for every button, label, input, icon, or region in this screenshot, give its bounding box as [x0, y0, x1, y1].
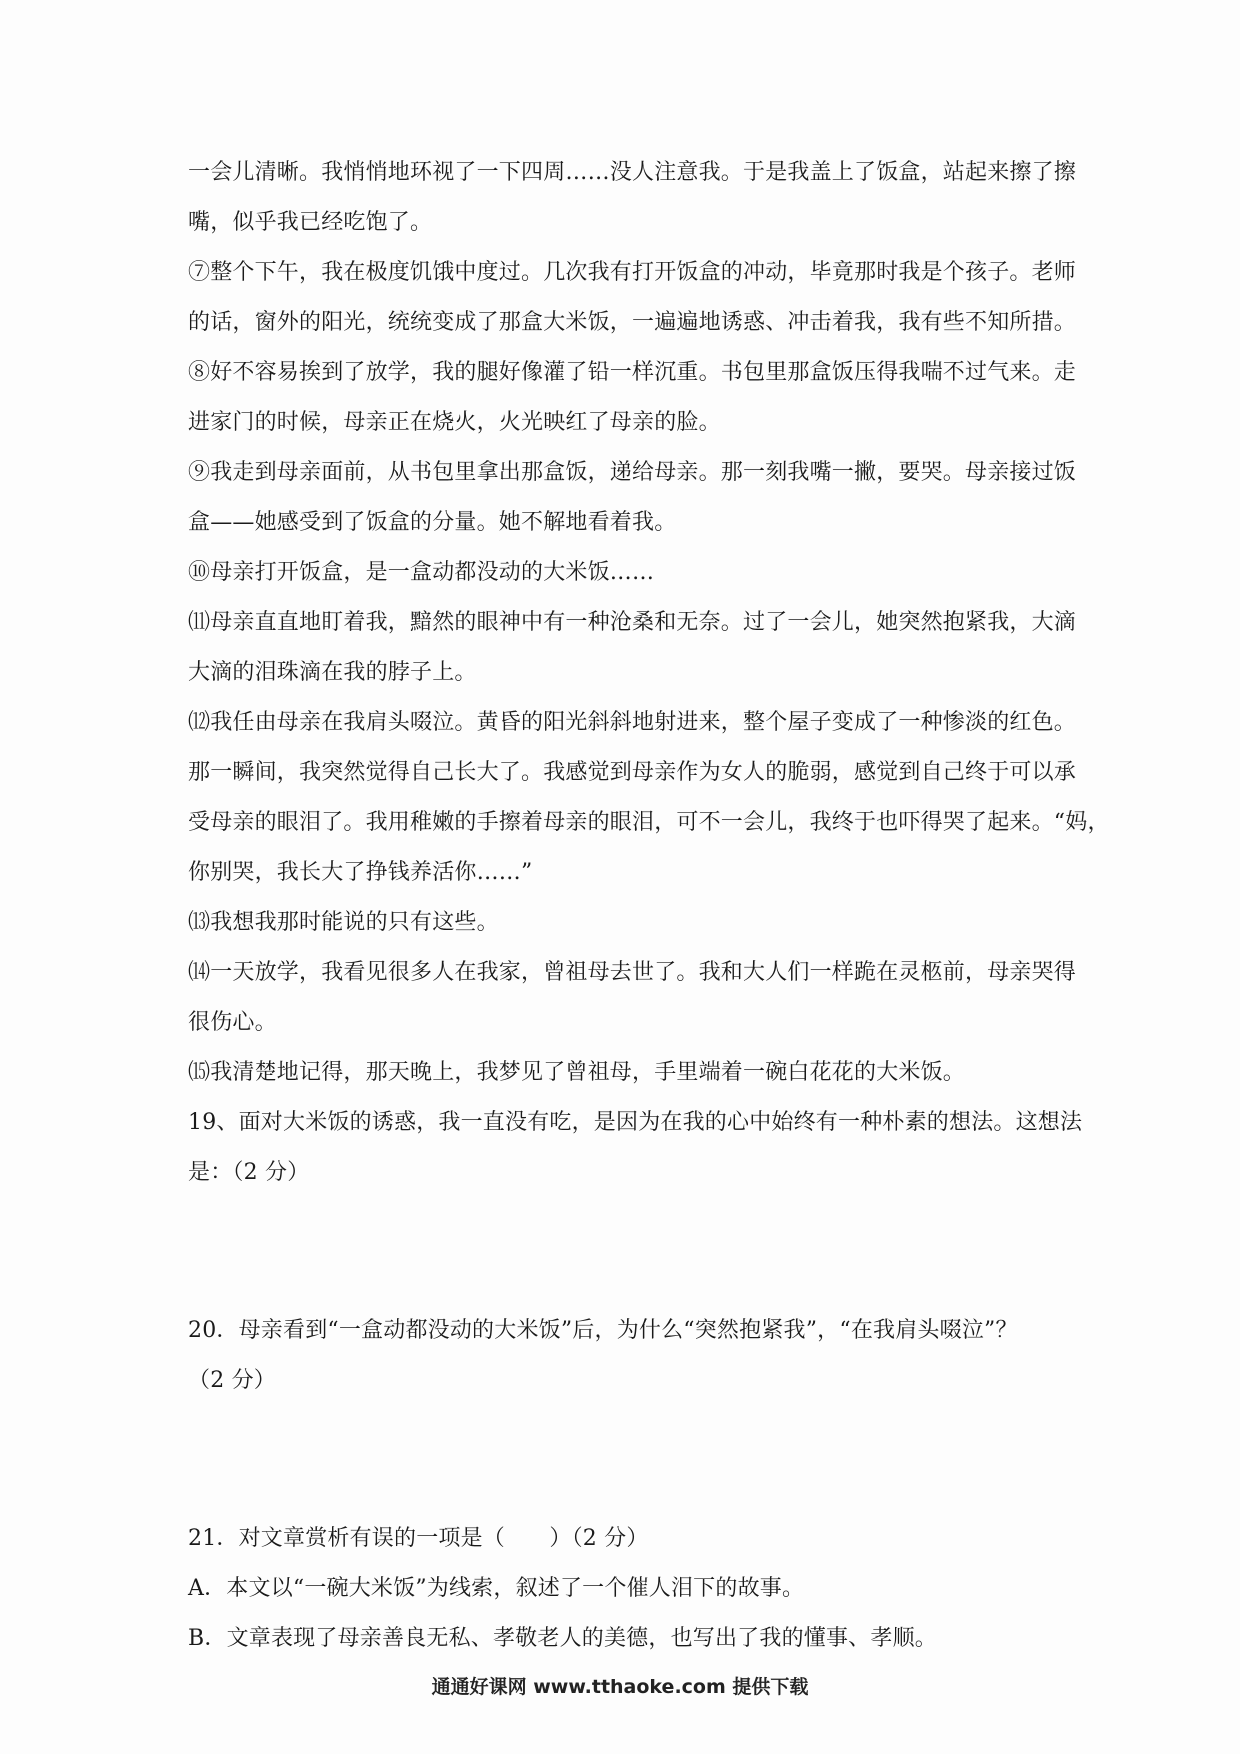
text-line: 很伤心。 — [188, 1010, 277, 1035]
answer-space-20 — [188, 1406, 1068, 1514]
text-line: 盒——她感受到了饭盒的分量。她不解地看着我。 — [188, 510, 677, 535]
article-body — [188, 148, 1110, 1664]
text-line: 大滴的泪珠滴在我的脖子上。 — [188, 660, 477, 685]
question-20: 20．母亲看到“一盒动都没动的大米饭”后，为什么“突然抱紧我”，“在我肩头啜泣”？ — [188, 1318, 1018, 1343]
paragraph-8: ⑧好不容易挨到了放学，我的腿好像灌了铅一样沉重。书包里那盒饭压得我喘不过气来。走 — [188, 360, 1077, 385]
paragraph-10: ⑩母亲打开饭盒，是一盒动都没动的大米饭…… — [188, 560, 655, 585]
answer-space-19 — [188, 1198, 1068, 1306]
paragraph-13: ⒀我想我那时能说的只有这些。 — [188, 910, 499, 935]
text-line: 的话，窗外的阳光，统统变成了那盒大米饭，一遍遍地诱惑、冲击着我，我有些不知所措。 — [188, 310, 1077, 335]
text-line: 一会儿清晰。我悄悄地环视了一下四周……没人注意我。于是我盖上了饭盒，站起来擦了擦 — [188, 160, 1077, 185]
question-21: 21．对文章赏析有误的一项是（ ）（2 分） — [188, 1526, 649, 1551]
paragraph-15: ⒂我清楚地记得，那天晚上，我梦见了曾祖母，手里端着一碗白花花的大米饭。 — [188, 1060, 966, 1085]
option-b: B．文章表现了母亲善良无私、孝敬老人的美德，也写出了我的懂事、孝顺。 — [188, 1626, 937, 1651]
option-a: A．本文以“一碗大米饭”为线索，叙述了一个催人泪下的故事。 — [188, 1576, 805, 1601]
text-line: 那一瞬间，我突然觉得自己长大了。我感觉到母亲作为女人的脆弱，感觉到自己终于可以承 — [188, 760, 1077, 785]
paragraph-7: ⑦整个下午，我在极度饥饿中度过。几次我有打开饭盒的冲动，毕竟那时我是个孩子。老师 — [188, 260, 1077, 285]
paragraph-9: ⑨我走到母亲面前，从书包里拿出那盒饭，递给母亲。那一刻我嘴一撇，要哭。母亲接过饭 — [188, 460, 1077, 485]
question-20-score: （2 分） — [188, 1368, 276, 1393]
paragraph-11: ⑾母亲直直地盯着我，黯然的眼神中有一种沧桑和无奈。过了一会儿，她突然抱紧我，大滴 — [188, 610, 1077, 635]
text-line: 受母亲的眼泪了。我用稚嫩的手擦着母亲的眼泪，可不一会儿，我终于也吓得哭了起来。“妈， — [188, 810, 1110, 835]
footer-watermark: 通通好课网 www.tthaoke.com 提供下载 — [431, 1676, 809, 1698]
question-19: 19、面对大米饭的诱惑，我一直没有吃，是因为在我的心中始终有一种朴素的想法。这想法 — [188, 1110, 1083, 1135]
text-line: 进家门的时候，母亲正在烧火，火光映红了母亲的脸。 — [188, 410, 721, 435]
paragraph-12: ⑿我任由母亲在我肩头啜泣。黄昏的阳光斜斜地射进来，整个屋子变成了一种惨淡的红色。 — [188, 710, 1077, 735]
question-19-score: 是：（2 分） — [188, 1160, 310, 1185]
text-line: 嘴，似乎我已经吃饱了。 — [188, 210, 433, 235]
text-line: 你别哭，我长大了挣钱养活你……” — [188, 860, 533, 885]
paragraph-14: ⒁一天放学，我看见很多人在我家，曾祖母去世了。我和大人们一样跪在灵柩前，母亲哭得 — [188, 960, 1077, 985]
